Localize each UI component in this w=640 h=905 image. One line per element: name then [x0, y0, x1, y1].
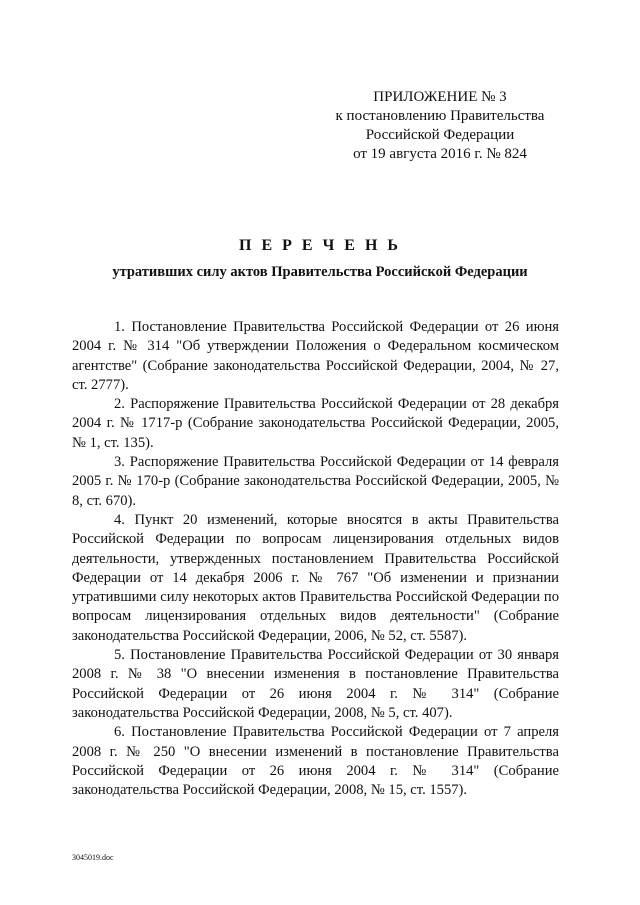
list-item: 5. Постановление Правительства Российской Федерации от 30 января 2008 г. № 38 "О внесении изменения в постановление Правительства Российской Федерации от 26 июня 2004 г. № 314" (Собрание законодательства Российской Федерации, 2008, № 5, ст. 407). — [72, 647, 559, 721]
appendix-authority: Российской Федерации — [365, 127, 515, 143]
list-item: 3. Распоряжение Правительства Российской Федерации от 14 февраля 2005 г. № 170-р (Собрание законодательства Российской Федерации, 2005, № 8, ст. 670). — [72, 454, 559, 509]
list-item: 4. Пункт 20 изменений, которые вносятся в акты Правительства Российской Федерации по вопросам лицензирования отдельных видов деятельности, утвержденных постановлением Правительства Российской Федерации от 14 декабря 2006 г. № 767 "Об изменении и признании утратившими силу некоторых актов Правительства Российской Федерации по вопросам лицензирования отдельных видов деятельности" (Собрание законодательства Российской Федерации, 2006, № 52, ст. 5587). — [72, 511, 559, 644]
document-title: П Е Р Е Ч Е Н Ь — [239, 237, 401, 254]
list-item: 1. Постановление Правительства Российской Федерации от 26 июня 2004 г. № 314 "Об утверждении Положения о Федеральном космическом агентстве" (Собрание законодательства Российской Федерации, 2004, № 27, ст. 2777). — [72, 319, 559, 393]
acts-list — [72, 318, 559, 800]
list-item: 6. Постановление Правительства Российской Федерации от 7 апреля 2008 г. № 250 "О внесении изменений в постановление Правительства Российской Федерации от 26 июня 2004 г. № 314" (Собрание законодательства Российской Федерации, 2008, № 15, ст. 1557). — [72, 724, 559, 799]
list-item: 2. Распоряжение Правительства Российской Федерации от 28 декабря 2004 г. № 1717-р (Собрание законодательства Российской Федерации, 2005, № 1, ст. 135). — [72, 396, 559, 451]
appendix-block — [330, 88, 550, 164]
appendix-date-number: от 19 августа 2016 г. № 824 — [353, 146, 527, 162]
appendix-number: ПРИЛОЖЕНИЕ № 3 — [373, 89, 507, 105]
file-name-footer: 3045019.doc — [72, 853, 114, 862]
appendix-reference: к постановлению Правительства — [335, 108, 545, 124]
document-subtitle: утративших силу актов Правительства Российской Федерации — [112, 264, 528, 280]
